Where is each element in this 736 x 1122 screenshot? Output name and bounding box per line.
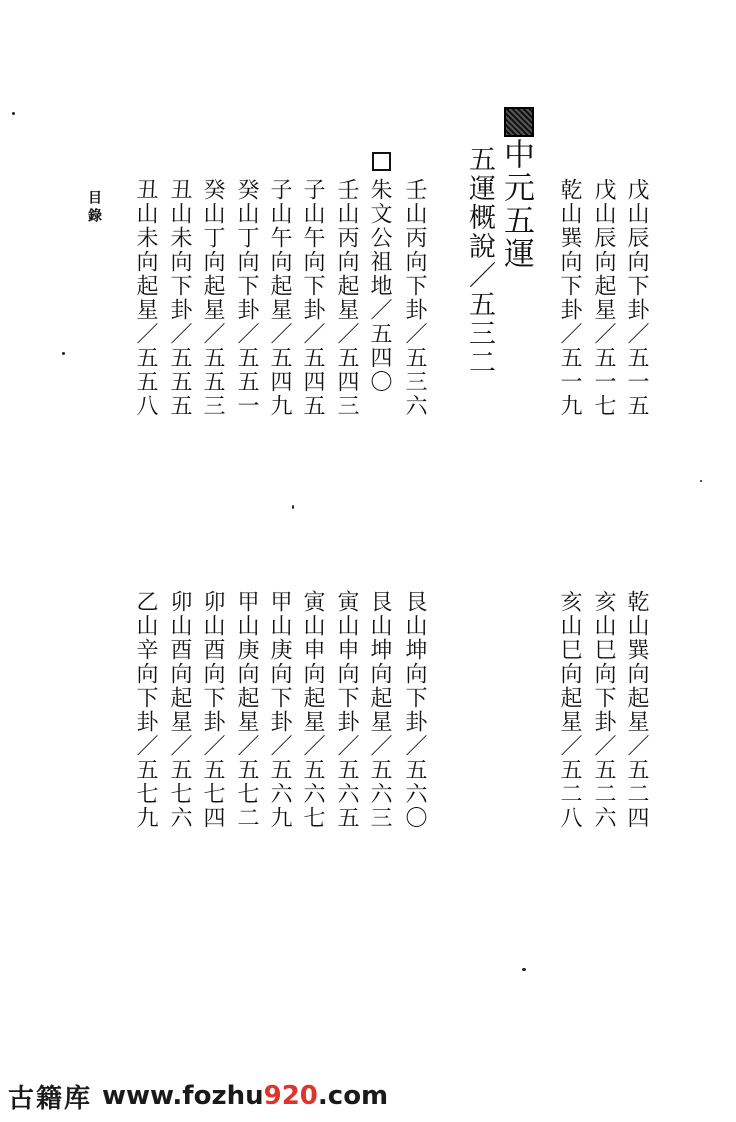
toc-entry: 寅山申向起星／五六七 — [300, 590, 325, 830]
url-prefix: www.fozhu — [102, 1081, 264, 1111]
chapter-subtitle: 五運概說／五三二 — [464, 145, 495, 377]
scan-speck — [522, 968, 526, 971]
toc-entry: 艮山坤向下卦／五六〇 — [402, 590, 427, 830]
scan-speck — [62, 352, 65, 355]
toc-entry: 子山午向下卦／五四五 — [300, 178, 325, 418]
seal-stamp — [504, 107, 534, 137]
toc-entry: 艮山坤向起星／五六三 — [367, 590, 392, 830]
scan-speck — [12, 112, 15, 115]
toc-entry: 卯山酉向起星／五七六 — [167, 590, 192, 830]
toc-entry: 乾山巽向起星／五二四 — [624, 590, 649, 830]
url-suffix: .com — [317, 1081, 389, 1111]
chapter-title: 中元五運 — [498, 138, 534, 270]
toc-entry: 亥山巳向起星／五二八 — [557, 590, 582, 830]
toc-entry: 壬山丙向起星／五四三 — [334, 178, 359, 418]
scan-speck — [700, 480, 702, 482]
toc-entry: 甲山庚向下卦／五六九 — [267, 590, 292, 830]
toc-entry: 卯山酉向下卦／五七四 — [200, 590, 225, 830]
toc-entry: 寅山申向下卦／五六五 — [334, 590, 359, 830]
site-url — [102, 1081, 388, 1111]
toc-entry: 乙山辛向下卦／五七九 — [133, 590, 158, 830]
toc-entry: 子山午向起星／五四九 — [267, 178, 292, 418]
box-mark — [372, 152, 391, 171]
toc-entry: 丑山未向起星／五五八 — [133, 178, 158, 418]
toc-entry: 亥山巳向下卦／五二六 — [591, 590, 616, 830]
toc-entry: 乾山巽向下卦／五一九 — [557, 178, 582, 418]
toc-entry: 癸山丁向起星／五五三 — [200, 178, 225, 418]
toc-entry: 戊山辰向起星／五一七 — [591, 178, 616, 418]
toc-entry: 丑山未向下卦／五五五 — [167, 178, 192, 418]
toc-entry: 甲山庚向起星／五七二 — [234, 590, 259, 830]
toc-entry: 壬山丙向下卦／五三六 — [402, 178, 427, 418]
scan-speck — [292, 505, 294, 509]
toc-entry: 朱文公祖地／五四〇 — [367, 178, 392, 394]
section-label: 目錄 — [86, 190, 102, 226]
site-name: 古籍库 — [8, 1083, 93, 1114]
toc-entry: 戊山辰向下卦／五一五 — [624, 178, 649, 418]
toc-entry: 癸山丁向下卦／五五一 — [234, 178, 259, 418]
url-number: 920 — [263, 1081, 318, 1111]
watermark-footer — [8, 1078, 388, 1114]
